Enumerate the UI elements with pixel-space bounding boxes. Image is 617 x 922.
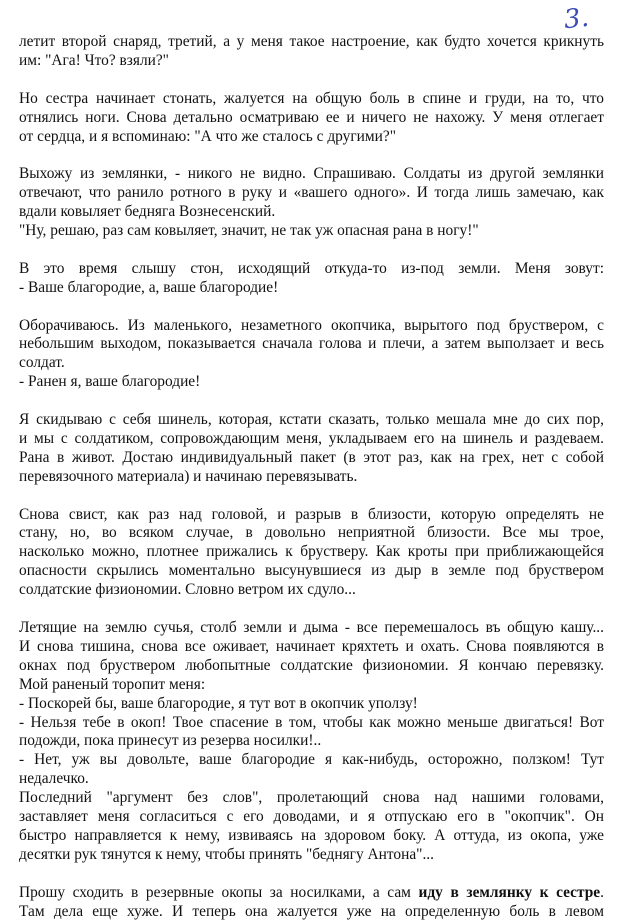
text-line: заставляет меня согласиться с его доводами, и я отпускаю его в "окопчик". Он [19, 808, 604, 826]
paragraph-9 [19, 884, 604, 922]
text-line: летит второй снаряд, третий, а у меня такое настроение, как будто хочется крикнуть [19, 33, 604, 50]
text-line: десятки рук тянутся к нему, чтобы принять "беднягу Антона"... [19, 845, 434, 863]
paragraph-5 [19, 317, 604, 393]
page-number: 3. [562, 2, 591, 36]
text-line: - Нет, уж вы довольте, ваше благородие я как-нибудь, осторожно, ползком! Тут [19, 751, 604, 769]
text-line: И снова тишина, снова все оживает, начинает кряхтеть и охать. Снова появляются в [19, 637, 604, 655]
text-line: Там дела еще хуже. И теперь она жалуется уже на определенную боль в левом [19, 902, 604, 920]
text-line: солдат. [19, 354, 65, 372]
text-line: Оборачиваюсь. Из маленького, незаметного окопчика, вырытого под бруствером, с [19, 316, 604, 334]
text-line: Но сестра начинает стонать, жалуется на общую боль в спине и груди, на то, что [19, 89, 604, 107]
text-line: солдатские физиономии. Словно ветром их сдуло... [19, 581, 356, 599]
text-line: небольшим выходом, показывается сначала голова и плечи, а затем выползает и весь [19, 335, 604, 353]
paragraph-7 [19, 506, 604, 601]
text-line: вдали ковыляет бедняга Вознесенский. [19, 203, 276, 221]
text-line: - Поскорей бы, ваше благородие, я тут вот в окопчик уползу! [19, 694, 418, 712]
paragraph-8 [19, 619, 604, 865]
text-line: опасности скрылись моментально высунувшиеся из дыр в земле под бруствером [19, 562, 604, 580]
text-line: - Ранен я, ваше благородие! [19, 373, 201, 391]
bold-text-segment: иду в землянку к сестре [418, 883, 601, 901]
text-line: Последний "аргумент без слов", пролетающий снова над нашими головами, [19, 789, 604, 807]
document-body [19, 33, 604, 922]
text-line: быстро направляется к нему, извиваясь на здоровом боку. А оттуда, из окопа, уже [19, 826, 604, 844]
paragraph-3 [19, 165, 604, 241]
paragraph-6 [19, 411, 604, 487]
text-line: перевязочного материала) и начинаю перевязывать. [19, 467, 358, 485]
text-line: Рана в живот. Достаю индивидуальный пакет (в этот раз, как на грех, нет с собой [19, 448, 604, 466]
text-line: Я скидываю с себя шинель, которая, кстати сказать, только мешала мне до сих пор, [19, 411, 604, 429]
paragraph-2 [19, 90, 604, 147]
text-line-mixed [19, 884, 604, 903]
text-line: отвечают, что ранило ротного в руку и «вашего одного». И тогда лишь замечаю, как [19, 184, 604, 202]
text-line: от сердца, и я вспоминаю: "А что же сталось с другими?" [19, 127, 396, 145]
text-line: подожди, пока принесут из резерва носилки!.. [19, 732, 322, 750]
text-line: насколько можно, плотнее прижались к брустверу. Как кроты при приближающейся [19, 543, 604, 561]
text-line: им: "Ага! Что? взяли?" [19, 51, 169, 69]
text-line: Мой раненый торопит меня: [19, 675, 206, 693]
text-segment: Прошу сходить в резервные окопы за носилками, а сам [19, 883, 419, 901]
text-line: Выхожу из землянки, - никого не видно. Спрашиваю. Солдаты из другой землянки [19, 165, 604, 183]
text-line: - Ваше благородие, а, ваше благородие! [19, 278, 279, 296]
text-line: В это время слышу стон, исходящий откуда-то из-под земли. Меня зовут: [19, 259, 604, 277]
text-line: отнялись ноги. Снова детально осматриваю ее и ничего не нахожу. У меня отлегает [19, 108, 604, 126]
paragraph-1 [19, 33, 604, 71]
text-line: стану, но, во всяком случае, в довольно неприятной близости. Все мы трое, [19, 524, 604, 542]
text-line: Снова свист, как раз над головой, и разрыв в близости, которую определять не [19, 505, 604, 523]
text-line: и мы с солдатиком, сопровождающим меня, укладываем его на шинель и раздеваем. [19, 429, 604, 447]
text-line: окнах под бруствером любопытные солдатские физиономии. Я кончаю перевязку. [19, 656, 604, 674]
text-line: - Нельзя тебе в окоп! Твое спасение в том, чтобы как можно меньше двигаться! Вот [19, 713, 604, 731]
text-line: Летящие на землю сучья, столб земли и дыма - все перемешалось въ общую кашу... [19, 618, 604, 636]
paragraph-4 [19, 260, 604, 298]
text-line: "Ну, решаю, раз сам ковыляет, значит, не так уж опасная рана в ногу!" [19, 222, 479, 240]
text-line: недалечко. [19, 770, 89, 788]
text-segment: . [600, 883, 604, 901]
